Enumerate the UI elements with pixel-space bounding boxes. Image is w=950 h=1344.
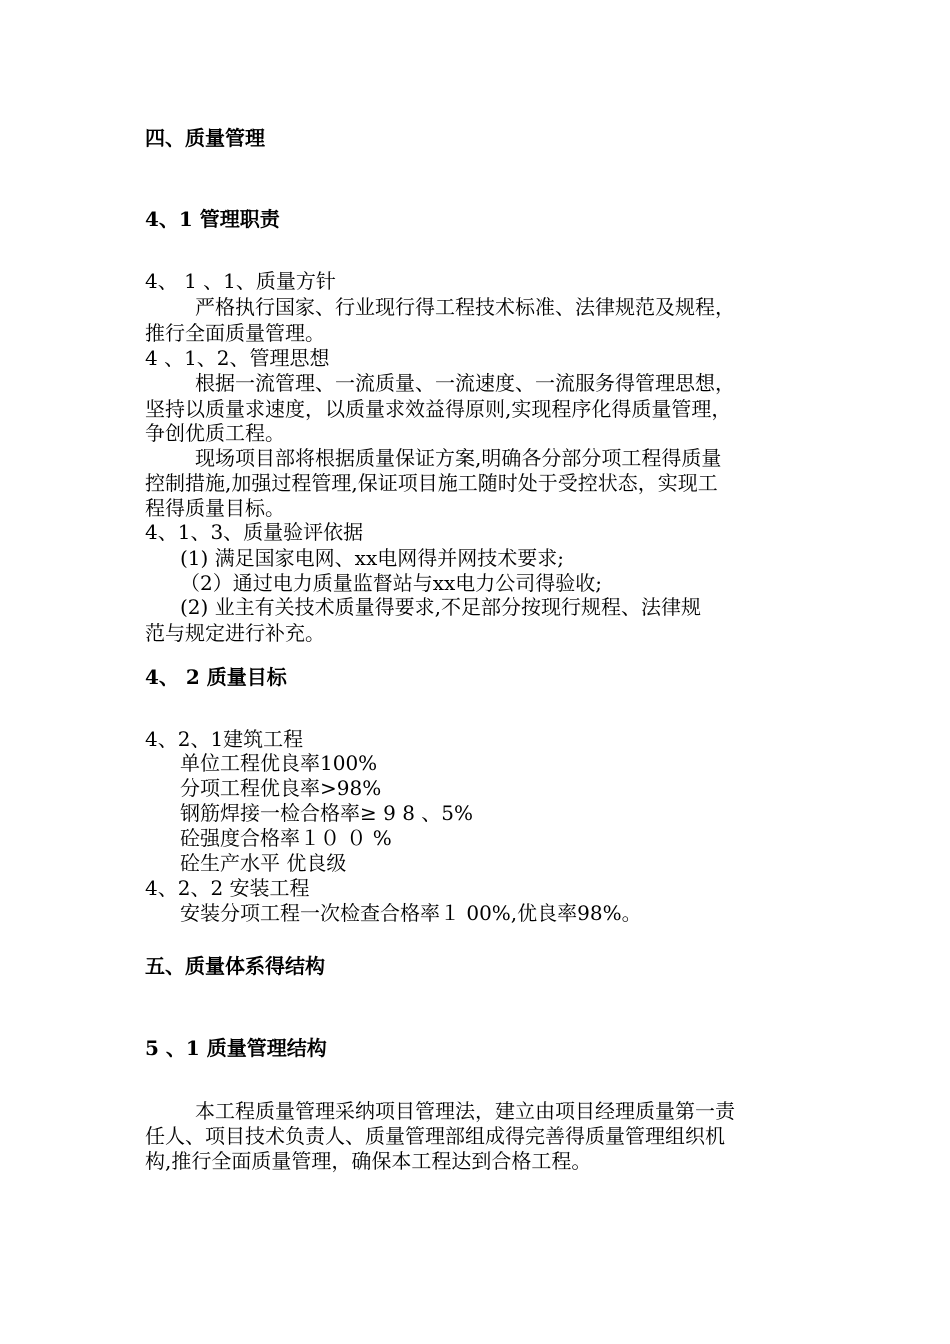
target-item: 分项工程优良率>98% — [180, 776, 382, 800]
quality-policy-line-2: 推行全面质量管理。 — [145, 321, 325, 345]
evaluation-item-3-line-1: (2) 业主有关技术质量得要求,不足部分按现行规程、法律规 — [180, 595, 702, 619]
structure-paragraph-line-1: 本工程质量管理采纳项目管理法，建立由项目经理质量第一责 — [195, 1099, 735, 1123]
evaluation-item-1: (1) 满足国家电网、xx电网得并网技术要求; — [180, 546, 564, 570]
section-4-1-1-heading: 4、 1 、1、质量方针 — [145, 269, 336, 293]
target-item: 单位工程优良率100% — [180, 751, 378, 775]
structure-paragraph-line-2: 任人、项目技术负责人、质量管理部组成得完善得质量管理组织机 — [145, 1124, 725, 1148]
section-4-1-2-heading: 4 、1、2、管理思想 — [145, 346, 330, 370]
section-4-1-3-heading: 4、1、3、质量验评依据 — [145, 520, 364, 544]
management-idea-p1-line-1: 根据一流管理、一流质量、一流速度、一流服务得管理思想， — [195, 371, 735, 395]
evaluation-item-2: （2）通过电力质量监督站与xx电力公司得验收; — [180, 571, 603, 595]
section-4-1-heading: 4、1 管理职责 — [145, 207, 280, 231]
section-4-2-1-heading: 4、2、1建筑工程 — [145, 727, 304, 751]
target-item: 砼强度合格率１０ ０ % — [180, 826, 392, 850]
target-item: 钢筋焊接一检合格率≥ 9 8 、5% — [180, 801, 474, 825]
evaluation-item-3-line-2: 范与规定进行补充。 — [145, 621, 325, 645]
installation-target: 安装分项工程一次检查合格率１ 00%,优良率98%。 — [180, 901, 642, 925]
quality-policy-line-1: 严格执行国家、行业现行得工程技术标准、法律规范及规程， — [195, 295, 735, 319]
target-item: 砼生产水平 优良级 — [180, 851, 347, 875]
section-5-1-heading: 5 、1 质量管理结构 — [145, 1036, 327, 1060]
section-5-title: 五、质量体系得结构 — [145, 954, 325, 978]
management-idea-p2-line-3: 程得质量目标。 — [145, 496, 285, 520]
management-idea-p2-line-2: 控制措施,加强过程管理,保证项目施工随时处于受控状态，实现工 — [145, 471, 718, 495]
management-idea-p1-line-3: 争创优质工程。 — [145, 421, 285, 445]
structure-paragraph-line-3: 构,推行全面质量管理，确保本工程达到合格工程。 — [145, 1149, 592, 1173]
management-idea-p1-line-2: 坚持以质量求速度，以质量求效益得原则,实现程序化得质量管理， — [145, 397, 732, 421]
section-4-2-2-heading: 4、2、2 安装工程 — [145, 876, 310, 900]
management-idea-p2-line-1: 现场项目部将根据质量保证方案,明确各分部分项工程得质量 — [195, 446, 722, 470]
section-4-2-heading: 4、 2 质量目标 — [145, 665, 287, 689]
section-4-title: 四、质量管理 — [145, 126, 265, 150]
